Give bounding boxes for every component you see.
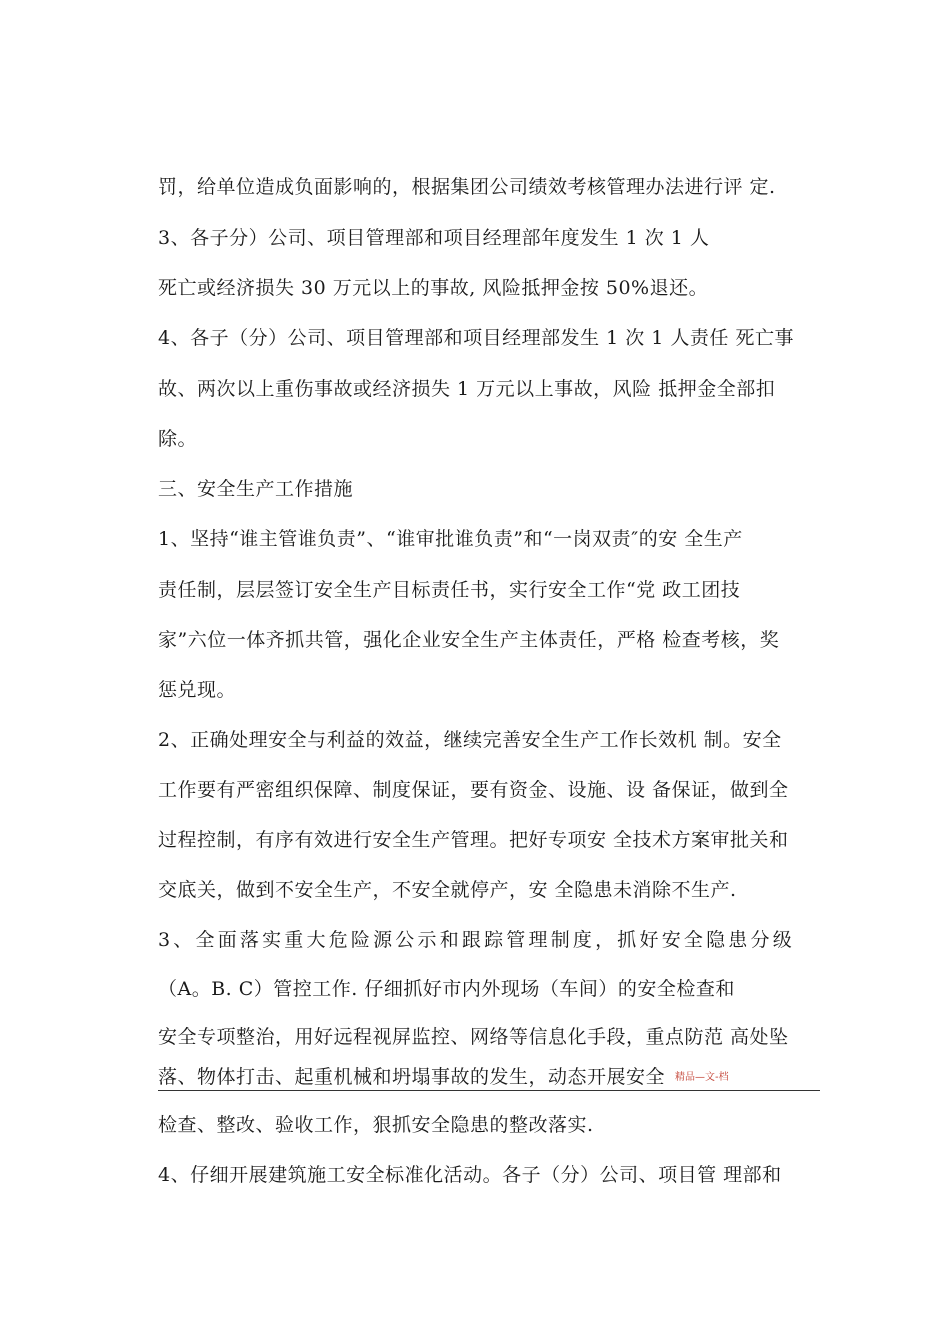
text-line-3: 死亡或经济损失 30 万元以上的事故, 风险抵押金按 50%退还。 [158,277,709,299]
text-line-10: 家”六位一体齐抓共管，强化企业安全生产主体责任，严格 检查考核，奖 [158,629,780,651]
text-line-11: 惩兑现。 [158,679,237,701]
section-heading: 三、安全生产工作措施 [158,478,354,500]
text-line-2: 3、各子分）公司、项目管理部和项目经理部年度发生 1 次 1 人 [158,227,710,249]
text-line-17: （A。B. C）管控工作. 仔细抓好市内外现场（车间）的安全检查和 [158,978,735,1000]
text-line-5: 故、两次以上重伤事故或经济损失 1 万元以上事故，风险 抵押金全部扣 [158,378,776,400]
text-line-18: 安全专项整治，用好远程视屏监控、网络等信息化手段，重点防范 高处坠 [158,1026,789,1048]
text-line-8: 1、坚持“谁主管谁负责”、“谁审批谁负责”和“一岗双责″的安 全生产 [158,528,743,550]
text-line-13: 工作要有严密组织保障、制度保证，要有资金、设施、设 备保证，做到全 [158,779,789,801]
footer-watermark: 精品—文-档 [675,1072,729,1083]
text-line-19-content: 落、物体打击、起重机械和坍塌事故的发生，动态开展安全 [158,1066,666,1088]
text-line-19 [158,1065,729,1090]
text-line-20: 检查、整改、验收工作，狠抓安全隐患的整改落实. [158,1114,594,1136]
text-line-4: 4、各子（分）公司、项目管理部和项目经理部发生 1 次 1 人责任 死亡事 [158,327,794,349]
text-line-1: 罚，给单位造成负面影响的，根据集团公司绩效考核管理办法进行评 定. [158,176,776,198]
text-line-6: 除。 [158,428,198,450]
text-line-9: 责任制，层层签订安全生产目标责任书，实行安全工作“党 政工团技 [158,579,741,601]
text-line-15: 交底关，做到不安全生产，不安全就停产，安 全隐患未消除不生产. [158,879,737,901]
text-line-12: 2、正确处理安全与利益的效益，继续完善安全生产工作长效机 制。安全 [158,729,782,751]
text-line-21: 4、仔细开展建筑施工安全标准化活动。各子（分）公司、项目管 理部和 [158,1164,782,1186]
text-line-16: 3、全面落实重大危险源公示和跟踪管理制度，抓好安全隐患分级 [158,929,795,951]
footer-rule [158,1090,820,1091]
text-line-14: 过程控制，有序有效进行安全生产管理。把好专项安 全技术方案审批关和 [158,829,789,851]
